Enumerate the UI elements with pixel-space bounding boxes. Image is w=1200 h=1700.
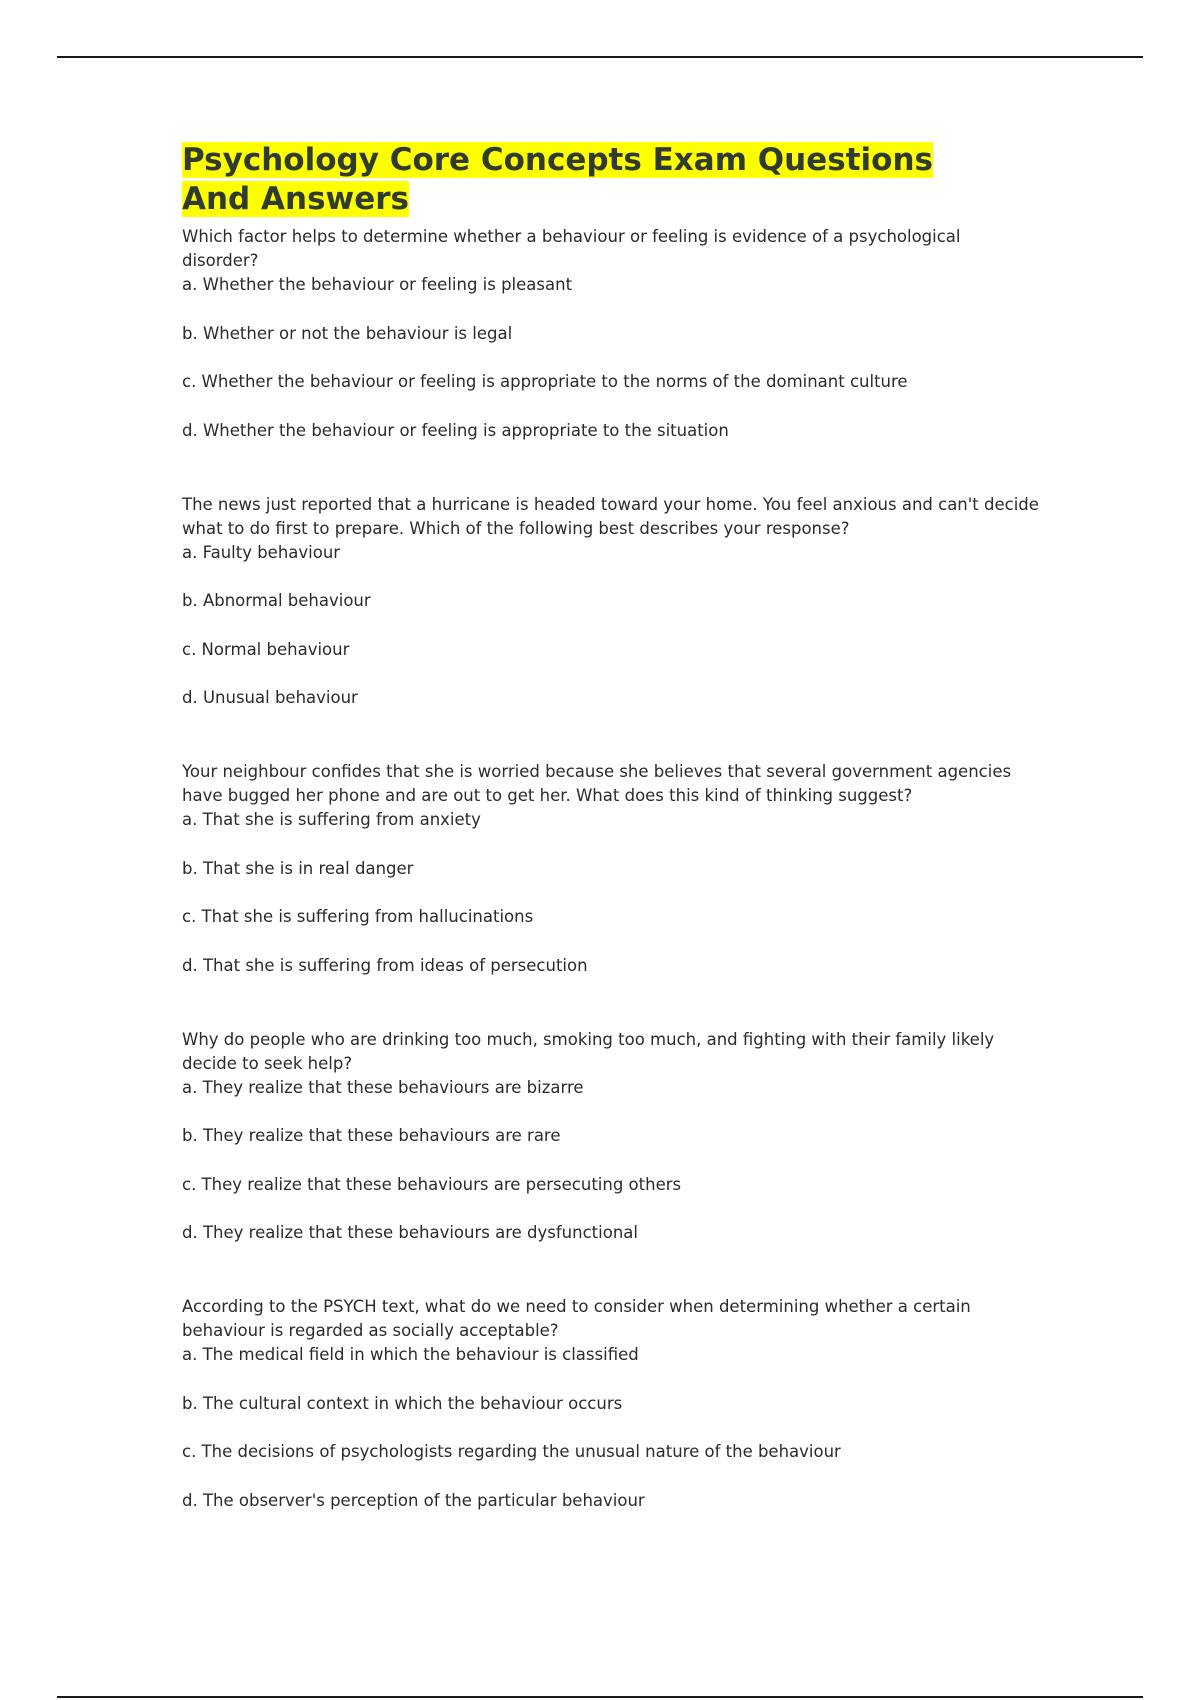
question-text: Why do people who are drinking too much, smoking too much, and fighting with their family likely decide to seek help?: [182, 1029, 995, 1073]
answer-option-d: d. The observer's perception of the particular behaviour: [182, 1490, 645, 1510]
answer-option-a: a. That she is suffering from anxiety: [182, 810, 481, 829]
answer-option-d: d. That she is suffering from ideas of persecution: [182, 955, 588, 975]
answer-option-a: a. Faulty behaviour: [182, 542, 341, 562]
question-5: [182, 1295, 1042, 1513]
answer-option-c: c. That she is suffering from hallucinations: [182, 907, 534, 926]
answer-option-c: c. They realize that these behaviours are persecuting others: [182, 1174, 682, 1194]
answer-option-c: c. Whether the behaviour or feeling is appropriate to the norms of the dominant culture: [182, 372, 908, 391]
answer-option-a: a. The medical field in which the behaviour is classified: [182, 1345, 639, 1364]
bottom-divider: [57, 1696, 1143, 1698]
question-text: The news just reported that a hurricane is headed toward your home. You feel anxious and can't decide what to do first to prepare. Which of the following best describes your response?: [182, 494, 1039, 538]
answer-option-d: d. They realize that these behaviours are dysfunctional: [182, 1223, 638, 1242]
question-1: [182, 225, 1042, 443]
question-4: [182, 1028, 1042, 1246]
document-title: [182, 141, 1002, 219]
answer-option-b: b. Abnormal behaviour: [182, 591, 371, 610]
answer-option-b: b. They realize that these behaviours are rare: [182, 1126, 561, 1145]
answer-option-d: d. Unusual behaviour: [182, 688, 358, 707]
question-2: [182, 493, 1042, 711]
top-divider: [57, 56, 1143, 58]
answer-option-c: c. Normal behaviour: [182, 639, 350, 659]
question-text: According to the PSYCH text, what do we need to consider when determining whether a certain behaviour is regarded as socially acceptable?: [182, 1297, 971, 1340]
answer-option-b: b. The cultural context in which the behaviour occurs: [182, 1393, 623, 1413]
question-text: Your neighbour confides that she is worried because she believes that several government agencies have bugged her phone and are out to get her. What does this kind of thinking suggest?: [182, 762, 1012, 805]
answer-option-a: a. Whether the behaviour or feeling is pleasant: [182, 275, 573, 294]
answer-option-b: b. Whether or not the behaviour is legal: [182, 323, 513, 343]
question-3: [182, 760, 1042, 978]
question-text: Which factor helps to determine whether a behaviour or feeling is evidence of a psychological disorder?: [182, 227, 961, 270]
answer-option-b: b. That she is in real danger: [182, 858, 414, 878]
title-highlight: Psychology Core Concepts Exam Questions And Answers: [182, 142, 933, 217]
answer-option-d: d. Whether the behaviour or feeling is appropriate to the situation: [182, 420, 729, 440]
document-body: [182, 141, 1042, 1513]
answer-option-a: a. They realize that these behaviours are bizarre: [182, 1077, 584, 1097]
answer-option-c: c. The decisions of psychologists regarding the unusual nature of the behaviour: [182, 1442, 841, 1461]
